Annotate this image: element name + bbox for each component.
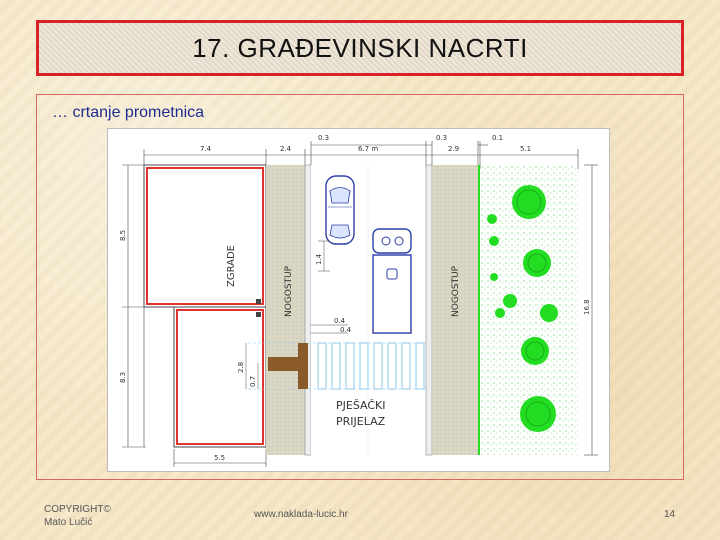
page-number: 14	[664, 509, 676, 520]
dim-upper-building-depth: 8.5	[119, 229, 127, 241]
truck-icon	[373, 229, 411, 333]
footer-url[interactable]: www.naklada-lucic.hr	[254, 509, 348, 520]
road-plan-svg	[108, 129, 609, 471]
dim-road-width: 6.7 m	[358, 145, 379, 153]
label-buildings: ZGRADE	[226, 244, 237, 287]
label-crossing-line2: PRIJELAZ	[336, 415, 386, 428]
dim-lower-building-width: 5.5	[214, 454, 226, 462]
dim-crossing-offset-1: 0.4	[334, 317, 346, 325]
entrance-marker-2	[256, 312, 261, 317]
dim-green-width: 5.1	[520, 145, 532, 153]
dim-curb-left: 0.3	[318, 134, 330, 142]
label-left-sidewalk: NOGOSTUP	[284, 265, 294, 317]
dim-building-width: 7.4	[200, 145, 212, 153]
entrance-marker-1	[256, 299, 261, 304]
dim-crossing-width: 2.8	[237, 361, 245, 373]
copyright-line2: Mato Lučić	[44, 517, 93, 528]
dim-left-sidewalk: 2.4	[280, 145, 292, 153]
right-curb	[426, 165, 432, 455]
dim-lower-building-depth: 8.3	[119, 371, 127, 383]
road-plan-drawing	[107, 128, 610, 472]
dim-tree-strip: 0.7	[249, 375, 257, 387]
buildings	[144, 165, 266, 447]
left-dimension-lines	[122, 165, 146, 447]
dim-edge-strip: 0.1	[492, 134, 504, 142]
left-curb	[305, 165, 311, 455]
dim-total-length: 16.8	[583, 299, 591, 315]
dim-crossing-offset-2: 0.4	[340, 326, 352, 334]
car-icon	[326, 176, 354, 244]
label-crossing-line1: PJEŠAČKI	[336, 399, 386, 412]
slide-title: 17. GRAĐEVINSKI NACRTI	[192, 32, 528, 63]
dim-parking-offset: 1.4	[315, 253, 323, 265]
slide-title-box	[36, 20, 684, 76]
label-right-sidewalk: NOGOSTUP	[451, 265, 461, 317]
slide-subtitle: … crtanje prometnica	[52, 104, 205, 121]
copyright-line1: COPYRIGHT©	[44, 504, 111, 515]
footer-copyright	[44, 503, 111, 529]
dim-curb-right: 0.3	[436, 134, 448, 142]
dim-right-sidewalk: 2.9	[448, 145, 460, 153]
